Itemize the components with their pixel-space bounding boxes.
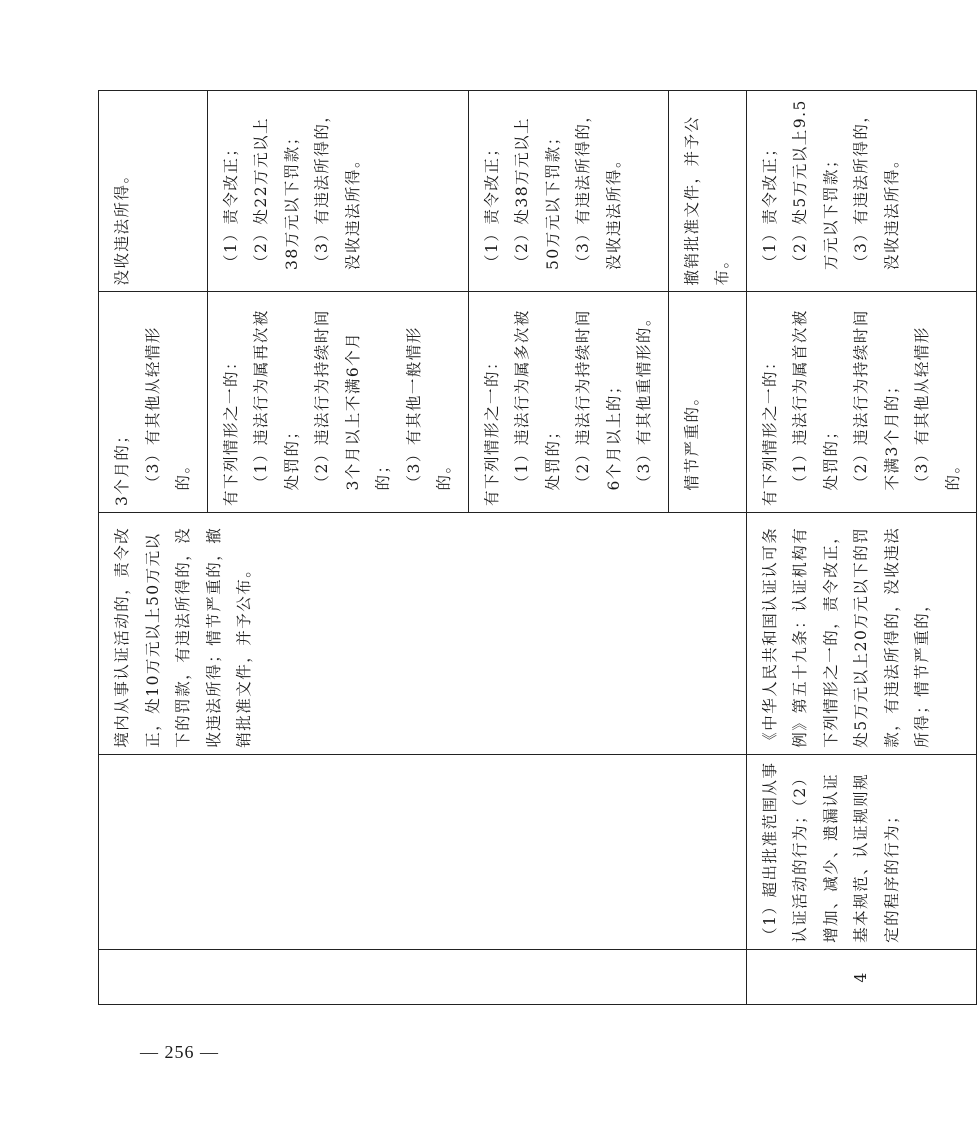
offense-cell: （1）超出批准范围从事认证活动的行为；（2）增加、减少、遗漏认证基本规范、认证规则规定的程序的行为； (746, 754, 977, 949)
penalty-cell (99, 91, 208, 292)
legal-basis-cell: 境内从事认证活动的，责令改正，处10万元以上50万元以下的罚款，有违法所得的，没收违法所得；情节严重的，撤销批准文件，并予公布。 (99, 513, 747, 755)
penalty-text: （1）责令改正； (760, 139, 779, 270)
penalty-text: （1）责令改正； (221, 139, 240, 270)
condition-text: 有下列情形之一的： (760, 353, 779, 507)
row-number: 4 (746, 949, 977, 1004)
condition-cell (746, 292, 977, 513)
penalty-cell (468, 91, 668, 292)
penalty-text: （3）有违法所得的，没收违法所得。 (313, 105, 362, 270)
rotated-table-page (98, 90, 962, 1005)
condition-text: （2）违法行为持续时间3个月以上不满6个月的； (313, 309, 392, 491)
condition-text: 3个月的； (113, 426, 131, 507)
condition-cell (99, 292, 208, 513)
penalty-text: （3）有违法所得的，没收违法所得。 (852, 105, 901, 270)
table-row (746, 91, 977, 1005)
penalty-text: （2）处38万元以上50万元以下罚款； (513, 116, 562, 270)
condition-text: （3）有其他一般情形的。 (404, 326, 453, 491)
condition-text: （1）违法行为属再次被处罚的； (252, 309, 301, 491)
condition-text: （2）违法行为持续时间6个月以上的； (574, 309, 623, 491)
condition-cell (207, 292, 468, 513)
penalty-cell (746, 91, 977, 292)
condition-text: 有下列情形之一的： (221, 353, 240, 507)
penalty-text: 没收违法所得。 (113, 166, 131, 286)
penalty-cell (668, 91, 746, 292)
penalty-text: （1）责令改正； (482, 139, 501, 270)
condition-text: （2）违法行为持续时间不满3个月的； (852, 309, 901, 491)
condition-text: 情节严重的。 (682, 388, 701, 491)
legal-basis-cell: 《中华人民共和国认证认可条例》第五十九条：认证机构有下列情形之一的，责令改正，处5万元以上20万元以下的罚款，有违法所得的，没收违法所得；情节严重的， (746, 513, 977, 755)
condition-cell (468, 292, 668, 513)
condition-text: （3）有其他从轻情形的。 (143, 326, 192, 491)
penalty-text: （2）处5万元以上9.5万元以下罚款； (791, 99, 840, 270)
penalty-text: 撤销批准文件，并予公布。 (682, 115, 731, 286)
condition-text: （3）有其他从轻情形的。 (913, 326, 962, 491)
penalty-standard-table (98, 90, 977, 1005)
penalty-text: （2）处22万元以上38万元以下罚款； (252, 116, 301, 270)
penalty-text: （3）有违法所得的，没收违法所得。 (574, 105, 623, 270)
condition-text: （1）违法行为属多次被处罚的； (513, 309, 562, 491)
condition-text: 有下列情形之一的： (482, 353, 501, 507)
offense-cell (99, 754, 747, 949)
table-row (99, 91, 208, 1005)
condition-text: （1）违法行为属首次被处罚的； (791, 309, 840, 491)
condition-text: （3）有其他重情形的。 (635, 309, 653, 491)
penalty-cell (207, 91, 468, 292)
number-cell (99, 949, 747, 1004)
condition-cell (668, 292, 746, 513)
page-number: — 256 — (140, 1042, 219, 1062)
